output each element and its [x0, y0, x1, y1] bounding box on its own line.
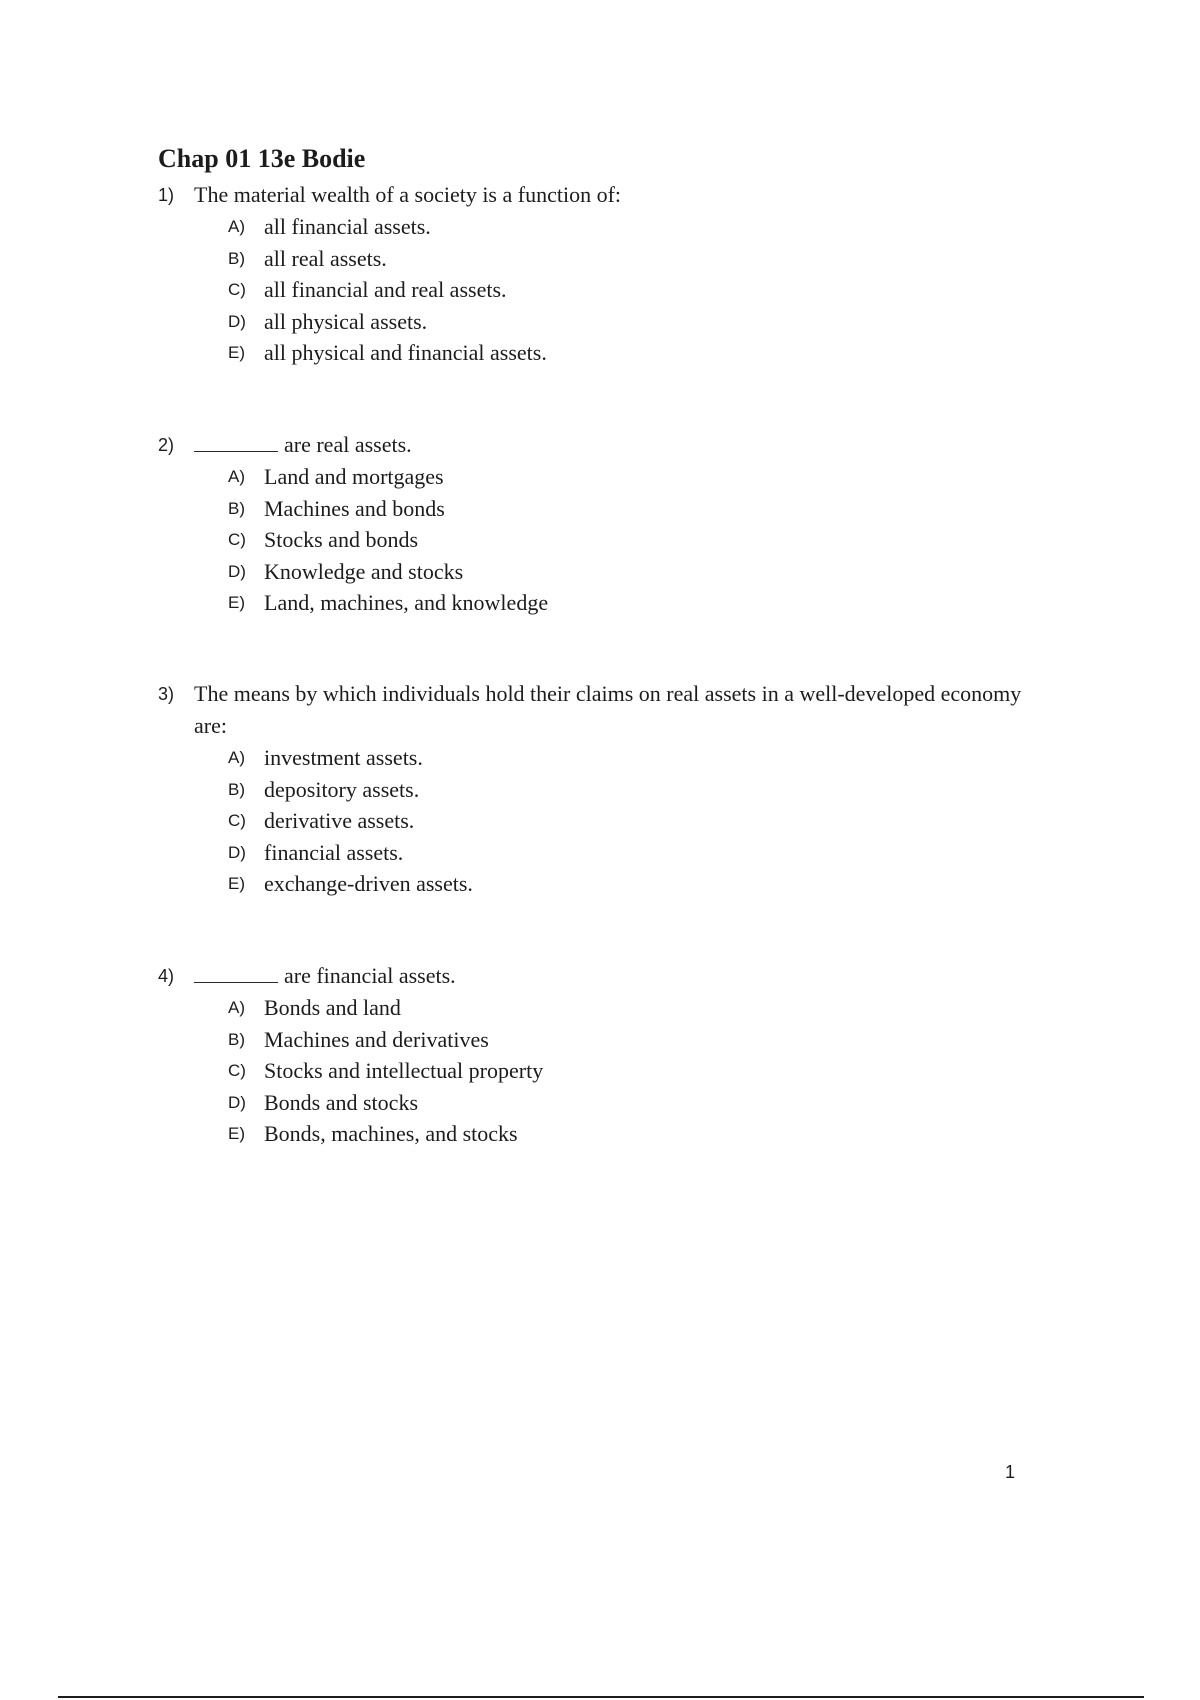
choice-letter: C)	[228, 530, 246, 549]
choice-text: Bonds, machines, and stocks	[264, 1121, 518, 1146]
answer-choice-d	[158, 1087, 1058, 1119]
choice-text: exchange-driven assets.	[264, 871, 473, 896]
answer-choice-e	[158, 587, 1058, 619]
answer-choice-b	[158, 493, 1058, 525]
question-2	[158, 429, 1058, 619]
answer-choice-d	[158, 837, 1058, 869]
answer-choice-a	[158, 742, 1058, 774]
choice-text: all physical and financial assets.	[264, 340, 547, 365]
choice-text: all physical assets.	[264, 308, 428, 334]
choice-letter: D)	[228, 311, 246, 331]
answer-choices	[158, 992, 1058, 1150]
choice-letter: C)	[228, 1061, 246, 1080]
choice-text: Land and mortgages	[264, 464, 444, 489]
answer-choice-c	[158, 805, 1058, 837]
choice-text: all financial assets.	[264, 214, 431, 239]
fill-in-blank	[194, 433, 278, 452]
answer-choice-e	[158, 337, 1058, 369]
choice-letter: C)	[228, 811, 246, 830]
answer-choice-b	[158, 1024, 1058, 1056]
choice-letter: B)	[228, 779, 245, 799]
answer-choices	[158, 211, 1058, 369]
choice-letter: A)	[228, 217, 245, 236]
choice-text: Machines and bonds	[264, 495, 445, 521]
question-text: The means by which individuals hold their claims on real assets in a well-developed economy are:	[194, 681, 1022, 738]
answer-choice-a	[158, 461, 1058, 493]
answer-choice-d	[158, 556, 1058, 588]
question-number: 2)	[158, 435, 175, 455]
choice-letter: E)	[228, 593, 245, 612]
answer-choice-c	[158, 1055, 1058, 1087]
answer-choice-a	[158, 992, 1058, 1024]
answer-choices	[158, 461, 1058, 619]
choice-letter: B)	[228, 248, 245, 268]
fill-in-blank	[194, 964, 278, 983]
choice-text: all real assets.	[264, 245, 387, 271]
choice-letter: B)	[228, 498, 245, 518]
choice-text: all financial and real assets.	[264, 277, 507, 302]
choice-text: financial assets.	[264, 839, 404, 865]
choice-letter: E)	[228, 874, 245, 893]
question-stem	[158, 429, 1058, 461]
answer-choice-e	[158, 1118, 1058, 1150]
answer-choice-d	[158, 306, 1058, 338]
choice-letter: D)	[228, 561, 246, 581]
choice-letter: B)	[228, 1029, 245, 1049]
choice-text: Knowledge and stocks	[264, 558, 464, 584]
question-4	[158, 960, 1058, 1150]
question-number: 3)	[158, 684, 175, 704]
choice-text: Stocks and bonds	[264, 527, 418, 552]
footer-divider	[58, 1696, 1144, 1698]
question-number: 1)	[158, 185, 175, 205]
choice-text: investment assets.	[264, 745, 423, 770]
choice-letter: E)	[228, 1124, 245, 1143]
choice-letter: A)	[228, 748, 245, 767]
answer-choice-c	[158, 274, 1058, 306]
answer-choice-b	[158, 243, 1058, 275]
page-number: 1	[1005, 1462, 1016, 1482]
choice-letter: E)	[228, 343, 245, 362]
choice-text: Bonds and land	[264, 995, 401, 1020]
choice-text: derivative assets.	[264, 808, 415, 833]
answer-choice-e	[158, 868, 1058, 900]
choice-letter: C)	[228, 280, 246, 299]
question-text: are financial assets.	[284, 963, 456, 988]
choice-text: Machines and derivatives	[264, 1026, 489, 1052]
choice-text: Stocks and intellectual property	[264, 1058, 544, 1083]
choice-letter: D)	[228, 842, 246, 862]
choice-text: depository assets.	[264, 776, 420, 802]
answer-choice-a	[158, 211, 1058, 243]
question-number: 4)	[158, 966, 175, 986]
answer-choices	[158, 742, 1058, 900]
question-stem	[158, 179, 1058, 211]
choice-letter: D)	[228, 1092, 246, 1112]
question-text: are real assets.	[284, 432, 412, 457]
question-3	[158, 678, 1058, 900]
answer-choice-c	[158, 524, 1058, 556]
question-stem	[158, 678, 1034, 742]
answer-choice-b	[158, 774, 1058, 806]
choice-letter: A)	[228, 998, 245, 1017]
question-text: The material wealth of a society is a function of:	[194, 182, 622, 207]
question-1	[158, 179, 1058, 369]
choice-text: Bonds and stocks	[264, 1089, 418, 1115]
choice-letter: A)	[228, 467, 245, 486]
page-title: Chap 01 13e Bodie	[158, 144, 366, 173]
question-stem	[158, 960, 1058, 992]
choice-text: Land, machines, and knowledge	[264, 590, 549, 615]
